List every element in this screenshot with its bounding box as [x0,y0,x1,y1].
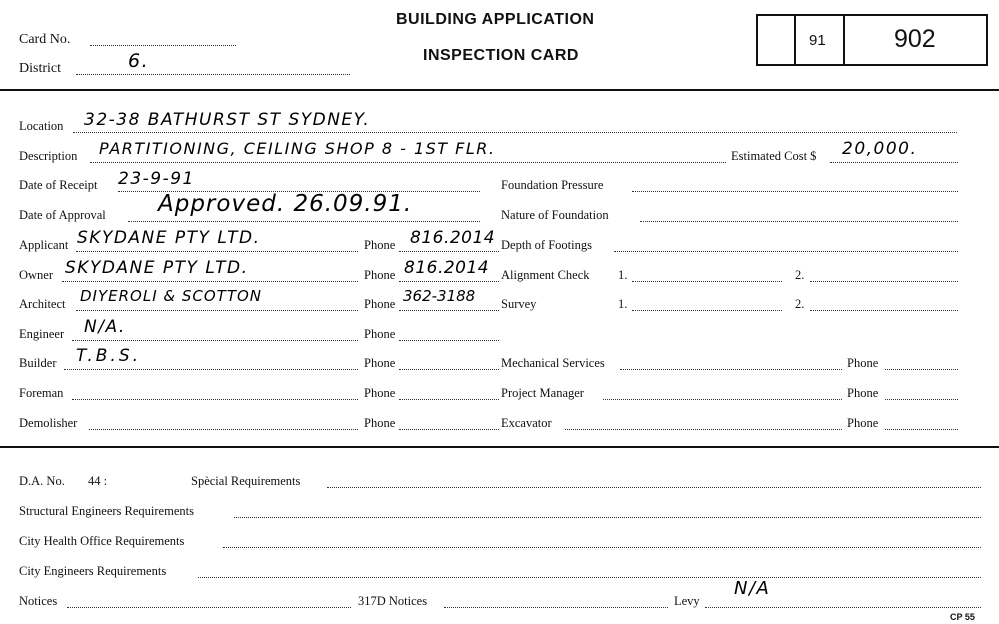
header-divider [0,89,999,91]
structural-engineers-field [234,517,981,518]
city-engineers-label: City Engineers Requirements [19,564,167,578]
levy-label: Levy [674,594,700,608]
demolisher-phone-field [399,429,499,430]
mechanical-services-phone-field [885,369,958,370]
builder-phone-label: Phone [364,356,396,370]
location-value: 32-38 BATHURST ST SYDNEY. [84,110,371,130]
card-no-label: Card No. [19,32,71,47]
excavator-label: Excavator [501,416,552,430]
owner-field [62,281,358,282]
mechanical-services-field [620,369,842,370]
date-of-receipt-value: 23-9-91 [118,169,195,189]
nature-of-foundation-label: Nature of Foundation [501,208,609,222]
builder-value: T.B.S. [76,346,142,366]
card-no-field [90,45,236,46]
survey-1-field [632,310,782,311]
builder-field [64,369,358,370]
applicant-phone-label: Phone [364,238,396,252]
mechanical-services-phone-label: Phone [847,356,879,370]
city-health-office-label: City Health Office Requirements [19,534,185,548]
depth-of-footings-label: Depth of Footings [501,238,592,252]
date-of-approval-label: Date of Approval [19,208,106,222]
excavator-phone-field [885,429,958,430]
owner-label: Owner [19,268,54,282]
foreman-field [72,399,358,400]
foreman-phone-label: Phone [364,386,396,400]
notices-field [67,607,351,608]
foundation-pressure-field [632,191,958,192]
demolisher-label: Demolisher [19,416,78,430]
form-code: CP 55 [950,612,975,622]
builder-label: Builder [19,356,57,370]
alignment-check-1-field [632,281,782,282]
depth-of-footings-field [614,251,958,252]
mechanical-services-label: Mechanical Services [501,356,605,370]
location-field [73,132,957,133]
engineer-phone-label: Phone [364,327,396,341]
da-no-value: 44 : [88,474,108,488]
owner-phone-value: 816.2014 [404,258,490,278]
description-label: Description [19,149,78,163]
survey-label: Survey [501,297,537,311]
317d-notices-field [444,607,668,608]
title-line-1: BUILDING APPLICATION [396,11,595,28]
engineer-phone-field [399,340,499,341]
applicant-phone-value: 816.2014 [410,228,496,248]
box-year-number: 91 [809,32,826,49]
nature-of-foundation-field [640,221,958,222]
da-no-label: D.A. No. [19,474,65,488]
location-label: Location [19,119,64,133]
applicant-label: Applicant [19,238,69,252]
foreman-phone-field [399,399,499,400]
owner-value: SKYDANE PTY LTD. [65,258,249,278]
description-field [90,162,726,163]
alignment-check-1-label: 1. [618,268,628,282]
district-value: 6. [128,50,150,72]
architect-value: DIYEROLI & SCOTTON [80,287,263,305]
project-manager-field [603,399,842,400]
foreman-label: Foreman [19,386,64,400]
levy-value: N/A [734,578,771,599]
notices-label: Notices [19,594,58,608]
special-requirements-label: Spècial Requirements [191,474,301,488]
engineer-label: Engineer [19,327,65,341]
city-engineers-field [198,577,981,578]
alignment-check-2-field [810,281,958,282]
alignment-check-label: Alignment Check [501,268,590,282]
engineer-field [72,340,358,341]
title-line-2: INSPECTION CARD [423,47,579,64]
demolisher-field [89,429,358,430]
description-value: PARTITIONING, CEILING SHOP 8 - 1ST FLR. [99,139,496,158]
applicant-value: SKYDANE PTY LTD. [77,228,261,248]
architect-phone-label: Phone [364,297,396,311]
card-number-box [756,14,988,66]
box-divider-2 [843,16,845,64]
estimated-cost-label: Estimated Cost $ [731,149,817,163]
317d-notices-label: 317D Notices [358,594,428,608]
demolisher-phone-label: Phone [364,416,396,430]
survey-1-label: 1. [618,297,628,311]
excavator-field [565,429,842,430]
architect-phone-value: 362-3188 [403,287,476,305]
district-label: District [19,61,61,76]
date-of-approval-field [128,221,480,222]
date-of-receipt-label: Date of Receipt [19,178,98,192]
levy-field [705,607,981,608]
date-of-approval-value: Approved. 26.09.91. [158,191,413,217]
project-manager-label: Project Manager [501,386,584,400]
box-card-number: 902 [894,25,936,53]
estimated-cost-field [830,162,958,163]
engineer-value: N/A. [84,317,126,337]
owner-phone-field [399,281,499,282]
foundation-pressure-label: Foundation Pressure [501,178,604,192]
builder-phone-field [399,369,499,370]
project-manager-phone-label: Phone [847,386,879,400]
architect-field [76,310,358,311]
applicant-phone-field [399,251,499,252]
survey-2-label: 2. [795,297,805,311]
applicant-field [76,251,358,252]
project-manager-phone-field [885,399,958,400]
district-field [76,74,350,75]
box-divider-1 [794,16,796,64]
excavator-phone-label: Phone [847,416,879,430]
main-divider [0,446,999,448]
survey-2-field [810,310,958,311]
alignment-check-2-label: 2. [795,268,805,282]
city-health-office-field [223,547,981,548]
estimated-cost-value: 20,000. [842,139,918,159]
architect-phone-field [399,310,499,311]
owner-phone-label: Phone [364,268,396,282]
special-requirements-field [327,487,981,488]
structural-engineers-label: Structural Engineers Requirements [19,504,194,518]
architect-label: Architect [19,297,66,311]
